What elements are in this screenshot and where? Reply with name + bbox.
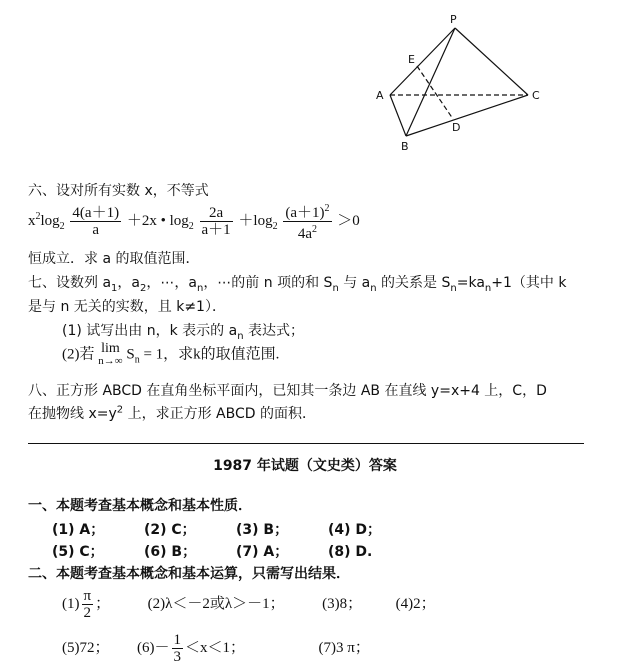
label-E: E <box>408 53 415 66</box>
q6-tail: ＞0 <box>337 212 360 229</box>
edge-PA <box>390 28 455 95</box>
q6-base1: 2 <box>59 220 65 232</box>
q7-part2: (2)若 lim n→∞ $S_n = 1$，求k的取值范围. <box>62 341 280 367</box>
q6-frac3: $\frac{(a+1)^2}{4a^2}$ <box>285 203 330 242</box>
ans-4: (4) D； <box>328 522 382 538</box>
q7-line2: 是与 n 无关的实数，且 k≠1）． <box>28 299 226 315</box>
q6-log3: ＋log <box>238 212 273 229</box>
ans-8: (8) D. <box>328 544 373 560</box>
label-A: A <box>376 89 384 102</box>
answers-row2 <box>52 541 420 561</box>
edge-AB <box>390 95 406 136</box>
q6-mid: ＋2x • log <box>126 212 189 229</box>
q6-frac1: $\frac{4(a+1)}{a}$ <box>72 205 120 238</box>
edge-BC <box>406 95 528 136</box>
ans-frac-pi: $\frac{\pi}{2}$ <box>83 588 92 621</box>
q6-head: 六、设对所有实数 x，不等式 <box>28 183 209 199</box>
ans-3: (3) B； <box>236 522 289 538</box>
q7-part1: (1) 试写出由 n，k 表示的 $a_n$ 表达式； <box>62 323 304 342</box>
ans-5: (5) C； <box>52 544 104 560</box>
edge-PB <box>406 28 455 136</box>
section-divider <box>28 443 584 444</box>
answers-row1 <box>52 519 420 539</box>
ans-frac-third: $\frac{1}{3}$ <box>173 632 181 665</box>
q6-base3: 2 <box>272 220 278 232</box>
answers-section1: 一、本题考查基本概念和基本性质． <box>28 498 252 514</box>
answers-title: 1987 年试题（文史类）答案 <box>213 458 397 474</box>
q6-base2: 2 <box>188 220 194 232</box>
q8-line2: 在抛物线 $x=y^2$ 上，求正方形 ABCD 的面积． <box>28 404 316 422</box>
ans-1: (1) A； <box>52 522 105 538</box>
q6-x: x <box>28 212 36 229</box>
q6-sq: 2 <box>35 210 41 222</box>
q6-frac2: $\frac{2a}{a+1}$ <box>201 205 231 238</box>
q7-line1: 七、设数列 $a_1$，$a_2$，⋯，$a_n$，⋯的前 n 项的和 $S_n$ 与 $a_n$ 的关系是 $S_n=ka_n+1$（其中 k <box>28 275 567 294</box>
edge-PC <box>455 28 528 95</box>
answers-row4: (5)72； (6)－ $\frac{1}{3}$ ＜x＜1； (7)3 π； <box>62 632 370 665</box>
segment-ED <box>417 66 453 119</box>
q6-inequality <box>28 201 360 242</box>
q8-line1: 八、正方形 ABCD 在直角坐标平面内，已知其一条边 AB 在直线 y=x+4 上，C，D <box>28 383 547 399</box>
q7-limit: lim n→∞ <box>98 341 123 367</box>
label-D: D <box>452 121 461 134</box>
ans-6: (6) B； <box>144 544 197 560</box>
q6-log1: log <box>40 212 60 229</box>
answers-row3: (1) $\frac{\pi}{2}$ ； (2)λ＜－2或λ＞－1； (3)8； (4)2； <box>62 588 436 621</box>
pyramid-figure <box>370 8 550 158</box>
label-B: B <box>401 140 409 153</box>
ans-7: (7) A； <box>236 544 289 560</box>
ans-2: (2) C； <box>144 522 196 538</box>
answers-section2: 二、本题考查基本概念和基本运算，只需写出结果． <box>28 566 350 582</box>
label-P: P <box>450 13 457 26</box>
q6-foot: 恒成立．求 a 的取值范围． <box>28 251 200 267</box>
label-C: C <box>532 89 540 102</box>
